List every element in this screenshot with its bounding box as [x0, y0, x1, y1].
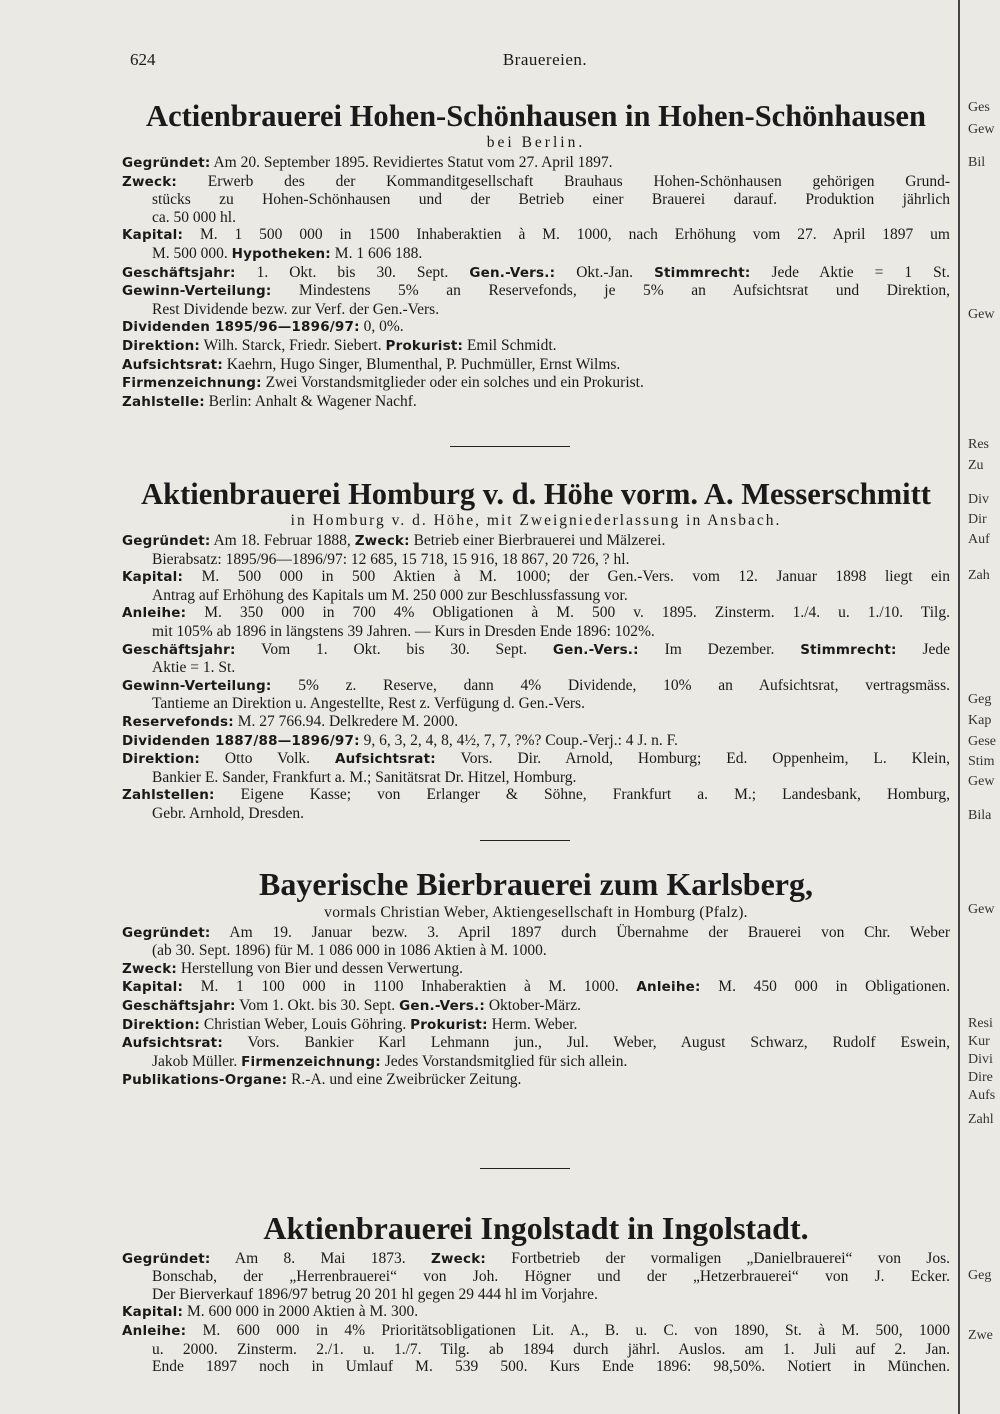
field-text: Mindestens 5% an Reservefonds, je 5% an Aufsichtsrat und Direktion, [271, 282, 950, 300]
field-text: Vom 1. Okt. bis 30. Sept. [235, 640, 553, 658]
field-text: Betrieb einer Bierbrauerei und Mälzerei. [409, 532, 666, 550]
entry-line [122, 282, 950, 301]
entry-line [122, 997, 950, 1016]
entry-line [122, 1250, 950, 1269]
entry-line [122, 924, 950, 943]
entry-line [122, 978, 950, 997]
margin-fragment: Gew [968, 902, 995, 917]
field-text: stücks zu Hohen-Schönhausen und der Betrieb einer Brauerei darauf. Produktion jährlich [152, 191, 950, 209]
margin-fragment: Div [968, 492, 989, 507]
entry-body [122, 1250, 950, 1376]
field-label: Kapital: [122, 227, 184, 244]
entry-line [122, 393, 950, 412]
company-subtitle: vormals Christian Weber, Aktiengesellschaft in Homburg (Pfalz). [324, 903, 748, 921]
field-text: Vom 1. Okt. bis 30. Sept. [235, 996, 400, 1014]
company-title: Aktienbrauerei Homburg v. d. Höhe vorm. A. Messerschmitt [141, 477, 931, 511]
entry-divider [480, 840, 570, 841]
entry-line [122, 1016, 950, 1035]
entry-line [122, 301, 950, 319]
margin-fragment: Resi [968, 1016, 993, 1031]
entry-line [122, 1322, 950, 1341]
margin-fragment: Res [968, 437, 989, 452]
field-label: Gegründet: [122, 533, 211, 550]
entry-line [122, 1071, 950, 1090]
field-label: Prokurist: [410, 1016, 488, 1033]
entry-line [122, 209, 950, 227]
field-text: R.-A. und eine Zweibrücker Zeitung. [287, 1071, 522, 1089]
field-label: Gen.-Vers.: [469, 264, 556, 281]
entry-line [122, 942, 950, 960]
field-text: Am 20. September 1895. Revidiertes Statut vom 27. April 1897. [210, 154, 613, 172]
field-label: Gewinn-Verteilung: [122, 283, 272, 300]
entry-line [122, 695, 950, 713]
field-text: Oktober-März. [484, 996, 582, 1014]
margin-fragment: Gese [968, 734, 996, 749]
field-label: Firmenzeichnung: [122, 375, 262, 392]
field-text: Vors. Dir. Arnold, Homburg; Ed. Oppenheim, L. Klein, [435, 750, 950, 768]
entry-line [122, 245, 950, 264]
field-label: Aufsichtsrat: [122, 1035, 223, 1052]
margin-fragment: Geg [968, 692, 992, 707]
field-text: Jedes Vorstandsmitglied für sich allein. [380, 1052, 628, 1070]
margin-fragment: Aufs [968, 1088, 996, 1103]
field-label: Gegründet: [122, 1250, 211, 1267]
margin-fragment: Bil [968, 155, 986, 170]
company-subtitle: bei Berlin. [486, 134, 586, 152]
field-text: Am 8. Mai 1873. [210, 1249, 431, 1267]
field-text: M. 500 000. [152, 244, 232, 262]
margin-fragment: Gew [968, 307, 995, 322]
field-label: Zweck: [122, 960, 177, 977]
subtitle-text: in Homburg v. d. Höhe, mit Zweigniederlassung in Ansbach. [290, 512, 782, 530]
margin-fragment: Zu [968, 458, 984, 473]
field-text: Emil Schmidt. [463, 336, 557, 354]
field-text: Bonschab, der „Herrenbrauerei“ von Joh. Högner und der „Hetzerbrauerei“ von J. Ecker. [152, 1268, 950, 1286]
entry-line [122, 1286, 950, 1304]
field-label: Anleihe: [636, 979, 701, 996]
entry-line [122, 226, 950, 245]
entry-divider [450, 446, 570, 447]
field-text: Rest Dividende bezw. zur Verf. der Gen.-Vers. [152, 300, 440, 318]
field-text: Christian Weber, Louis Göhring. [200, 1015, 411, 1033]
field-text: Jede Aktie = 1 St. [750, 263, 950, 281]
margin-fragment: Auf [968, 532, 990, 547]
running-title: Brauereien. [502, 50, 588, 69]
field-text: M. 1 100 000 in 1100 Inhaberaktien à M. 1000. [183, 978, 637, 996]
entry-body [122, 924, 950, 1090]
entry-line [122, 356, 950, 375]
entry-line [122, 264, 950, 283]
field-text: Herstellung von Bier und dessen Verwertung. [177, 959, 463, 977]
field-label: Zweck: [122, 173, 177, 190]
field-label: Gewinn-Verteilung: [122, 677, 272, 694]
field-text: 0, 0%. [359, 318, 404, 336]
entry-line [122, 805, 950, 823]
field-label: Dividenden 1887/88—1896/97: [122, 732, 360, 749]
adjacent-page-edge [958, 0, 1000, 1414]
entry-divider [480, 1168, 570, 1169]
margin-fragment: Gew [968, 774, 995, 789]
field-text: M. 600 000 in 2000 Aktien à M. 300. [183, 1303, 419, 1321]
entry-line [122, 732, 950, 751]
company-subtitle [122, 512, 950, 530]
field-label: Aufsichtsrat: [334, 751, 436, 768]
field-label: Geschäftsjahr: [122, 997, 236, 1014]
entry-line [122, 604, 950, 623]
field-label: Stimmrecht: [654, 264, 751, 281]
entry-line [122, 677, 950, 696]
page-header [130, 50, 960, 72]
field-label: Gegründet: [122, 924, 211, 941]
page-number: 624 [130, 50, 156, 69]
entry-body [122, 532, 950, 823]
field-label: Zahlstelle: [122, 393, 205, 410]
margin-fragment: Gew [968, 122, 995, 137]
field-label: Direktion: [122, 337, 200, 354]
margin-fragment: Ges [968, 100, 990, 115]
entry-line [122, 750, 950, 769]
field-text: Herm. Weber. [487, 1015, 578, 1033]
margin-fragment: Kur [968, 1034, 990, 1049]
field-label: Reservefonds: [122, 713, 234, 730]
entry-line [122, 960, 950, 979]
company-entry [122, 1212, 950, 1376]
field-text: Der Bierverkauf 1896/97 betrug 20 201 hl gegen 29 444 hl im Vorjahre. [152, 1285, 598, 1303]
entry-line [122, 532, 950, 551]
field-text: 1. Okt. bis 30. Sept. [235, 263, 470, 281]
field-label: Aufsichtsrat: [122, 356, 223, 373]
margin-fragment: Divi [968, 1052, 993, 1067]
entry-line [122, 1053, 950, 1072]
entry-line [122, 318, 950, 337]
entry-line [122, 713, 950, 732]
field-text: Am 19. Januar bezw. 3. April 1897 durch Übernahme der Brauerei von Chr. Weber [210, 923, 950, 941]
field-label: Zweck: [430, 1250, 486, 1267]
field-text: Tantieme an Direktion u. Angestellte, Rest z. Verfügung d. Gen.-Vers. [152, 695, 585, 713]
margin-fragment: Dire [968, 1070, 993, 1085]
field-label: Kapital: [122, 569, 184, 586]
field-text: Kaehrn, Hugo Singer, Blumenthal, P. Puchmüller, Ernst Wilms. [222, 355, 621, 373]
field-label: Kapital: [122, 1304, 184, 1321]
margin-fragment: Geg [968, 1268, 992, 1283]
field-label: Firmenzeichnung: [241, 1053, 381, 1070]
field-text: M. 500 000 in 500 Aktien à M. 1000; der Gen.-Vers. vom 12. Januar 1898 liegt ein [183, 568, 950, 586]
field-text: Jede [896, 640, 950, 658]
entry-line [122, 568, 950, 587]
field-text: Antrag auf Erhöhung des Kapitals um M. 250 000 zur Beschlussfassung vor. [152, 586, 628, 604]
field-text: Eigene Kasse; von Erlanger & Söhne, Frankfurt a. M.; Landesbank, Homburg, [214, 786, 950, 804]
field-text: Bankier E. Sander, Frankfurt a. M.; Sanitätsrat Dr. Hitzel, Homburg. [152, 768, 577, 786]
entry-line [122, 587, 950, 605]
entry-line [122, 154, 950, 173]
entry-line [122, 769, 950, 787]
field-text: u. 2000. Zinsterm. 2./1. u. 1./7. Tilg. ab 1894 durch jährl. Auslos. am 1. Juli auf 2. Jan. [152, 1340, 950, 1358]
field-label: Anleihe: [122, 605, 187, 622]
field-text: Im Dezember. [638, 640, 801, 658]
company-title: Actienbrauerei Hohen-Schönhausen in Hohen-Schönhausen [146, 99, 926, 133]
field-label: Gegründet: [122, 155, 211, 172]
field-text: M. 1 606 188. [330, 244, 423, 262]
entry-line [122, 786, 950, 805]
field-text: 9, 6, 3, 2, 4, 8, 4½, 7, 7, ?%? Coup.-Verj.: 4 J. n. F. [359, 731, 678, 749]
field-text: M. 600 000 in 4% Prioritätsobligationen Lit. A., B. u. C. von 1890, St. à M. 500, 1000 [186, 1321, 950, 1339]
field-text: ca. 50 000 hl. [152, 208, 236, 226]
entry-line [122, 641, 950, 660]
field-text: M. 1 500 000 in 1500 Inhaberaktien à M. 1000, nach Erhöhung vom 27. April 1897 um [183, 226, 950, 244]
field-label: Gen.-Vers.: [552, 641, 639, 658]
field-text: Wilh. Starck, Friedr. Siebert. [200, 336, 386, 354]
field-label: Gen.-Vers.: [399, 997, 485, 1014]
field-label: Direktion: [122, 1016, 200, 1033]
field-label: Anleihe: [122, 1322, 187, 1339]
company-title: Aktienbrauerei Ingolstadt in Ingolstadt. [263, 1210, 809, 1246]
field-text: Otto Volk. [200, 750, 335, 768]
field-label: Geschäftsjahr: [122, 264, 236, 281]
field-text: M. 350 000 in 700 4% Obligationen à M. 500 v. 1895. Zinsterm. 1./4. u. 1./10. Tilg. [186, 604, 950, 622]
field-label: Prokurist: [385, 337, 464, 354]
field-label: Direktion: [122, 751, 200, 768]
entry-line [122, 1268, 950, 1286]
field-text: Bierabsatz: 1895/96—1896/97: 12 685, 15 718, 15 916, 18 867, 20 726, ? hl. [152, 550, 630, 568]
margin-fragment: Zah [968, 568, 990, 583]
margin-fragment: Stim [968, 754, 995, 769]
field-label: Geschäftsjahr: [122, 641, 236, 658]
field-text: M. 450 000 in Obligationen. [700, 978, 950, 996]
margin-fragment: Zahl [968, 1112, 994, 1127]
field-label: Stimmrecht: [800, 641, 897, 658]
field-text: Vors. Bankier Karl Lehmann jun., Jul. Weber, August Schwarz, Rudolf Eswein, [222, 1034, 950, 1052]
field-text: Fortbetrieb der vormaligen „Danielbrauerei“ von Jos. [485, 1249, 950, 1267]
field-text: Ende 1897 noch in Umlauf M. 539 500. Kurs Ende 1896: 98,50%. Notiert in München. [152, 1358, 950, 1376]
margin-fragment: Kap [968, 713, 992, 728]
entry-line [122, 173, 950, 192]
entry-line [122, 1358, 950, 1376]
margin-fragment: Dir [968, 512, 987, 527]
field-text: 5% z. Reserve, dann 4% Dividende, 10% an Aufsichtsrat, vertragsmäss. [271, 676, 950, 694]
entry-line [122, 659, 950, 677]
entry-line [122, 1341, 950, 1359]
entry-line [122, 1303, 950, 1322]
margin-fragment: Zwe [968, 1328, 993, 1343]
field-label: Kapital: [122, 979, 184, 996]
entry-line [122, 1034, 950, 1053]
field-text: Gebr. Arnhold, Dresden. [152, 804, 304, 822]
field-label: Hypotheken: [231, 245, 331, 262]
field-text: Berlin: Anhalt & Wagener Nachf. [204, 392, 417, 410]
field-text: (ab 30. Sept. 1896) für M. 1 086 000 in 1086 Aktien à M. 1000. [152, 942, 547, 960]
company-title: Bayerische Bierbrauerei zum Karlsberg, [259, 866, 813, 902]
field-text: Erwerb des der Kommanditgesellschaft Brauhaus Hohen-Schönhausen gehörigen Grund- [177, 172, 950, 190]
page-edge-line [958, 0, 960, 1414]
entry-line [122, 337, 950, 356]
field-text: Okt.-Jan. [555, 263, 655, 281]
field-text: Am 18. Februar 1888, [210, 532, 355, 550]
entry-line [122, 551, 950, 569]
field-label: Publikations-Organe: [122, 1072, 288, 1089]
field-text: Zwei Vorstandsmitglieder oder ein solches und ein Prokurist. [261, 374, 644, 392]
margin-fragment: Bila [968, 808, 992, 823]
entry-line [122, 191, 950, 209]
field-label: Zahlstellen: [122, 787, 215, 804]
company-entry [122, 478, 950, 823]
entry-line [122, 623, 950, 641]
field-label: Zweck: [354, 533, 410, 550]
company-entry [122, 100, 950, 411]
company-entry [122, 868, 950, 1090]
field-text: mit 105% ab 1896 in längstens 39 Jahren. — Kurs in Dresden Ende 1896: 102%. [152, 622, 655, 640]
field-text: Aktie = 1. St. [152, 659, 236, 677]
entry-body [122, 154, 950, 411]
entry-line [122, 374, 950, 393]
field-text: Jakob Müller. [152, 1052, 242, 1070]
field-label: Dividenden 1895/96—1896/97: [122, 319, 360, 336]
field-text: M. 27 766.94. Delkredere M. 2000. [233, 712, 459, 730]
